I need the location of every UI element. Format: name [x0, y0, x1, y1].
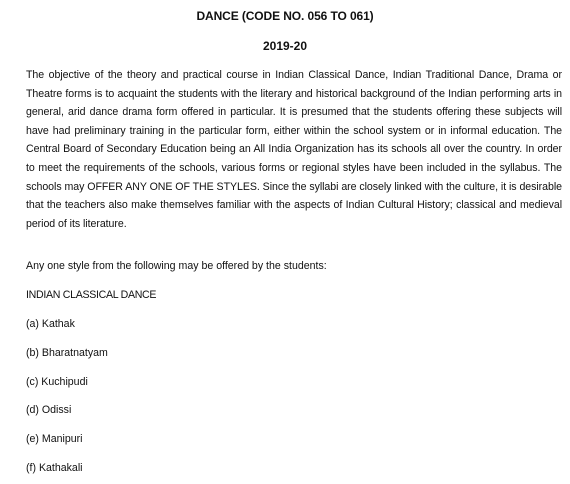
document-year: 2019-20	[262, 39, 308, 53]
list-item-odissi: (d) Odissi	[26, 404, 72, 416]
section-heading: INDIAN CLASSICAL DANCE	[26, 289, 157, 301]
list-item-kathak: (a) Kathak	[26, 318, 75, 330]
list-item-kathakali: (f) Kathakali	[26, 462, 83, 474]
list-item-kuchipudi: (c) Kuchipudi	[26, 376, 88, 388]
list-item-manipuri: (e) Manipuri	[26, 433, 83, 445]
intro-paragraph: The objective of the theory and practical course in Indian Classical Dance, Indian Traditional Dance, Drama or Theatre forms is to acquaint the students with the literary and historical background of the Indian performing arts in general, arid dance drama form offered in particular. It is presumed that the students offering these subjects will have had preliminary training in the particular form, either within the school system or in informal education. The Central Board of Secondary Education being an All India Organization has its schools all over the country. In order to meet the requirements of the schools, various forms or regional styles have been included in the syllabus. The schools may OFFER ANY ONE OF THE STYLES. Since the syllabi are closely linked with the culture, it is desirable that the teachers also make themselves familiar with the aspects of Indian Cultural History; classical and medieval period of its literature.	[26, 69, 562, 230]
list-item-bharatnatyam: (b) Bharatnatyam	[26, 347, 108, 359]
document-title: DANCE (CODE NO. 056 TO 061)	[196, 9, 374, 23]
styles-lead-text: Any one style from the following may be offered by the students:	[26, 260, 327, 272]
